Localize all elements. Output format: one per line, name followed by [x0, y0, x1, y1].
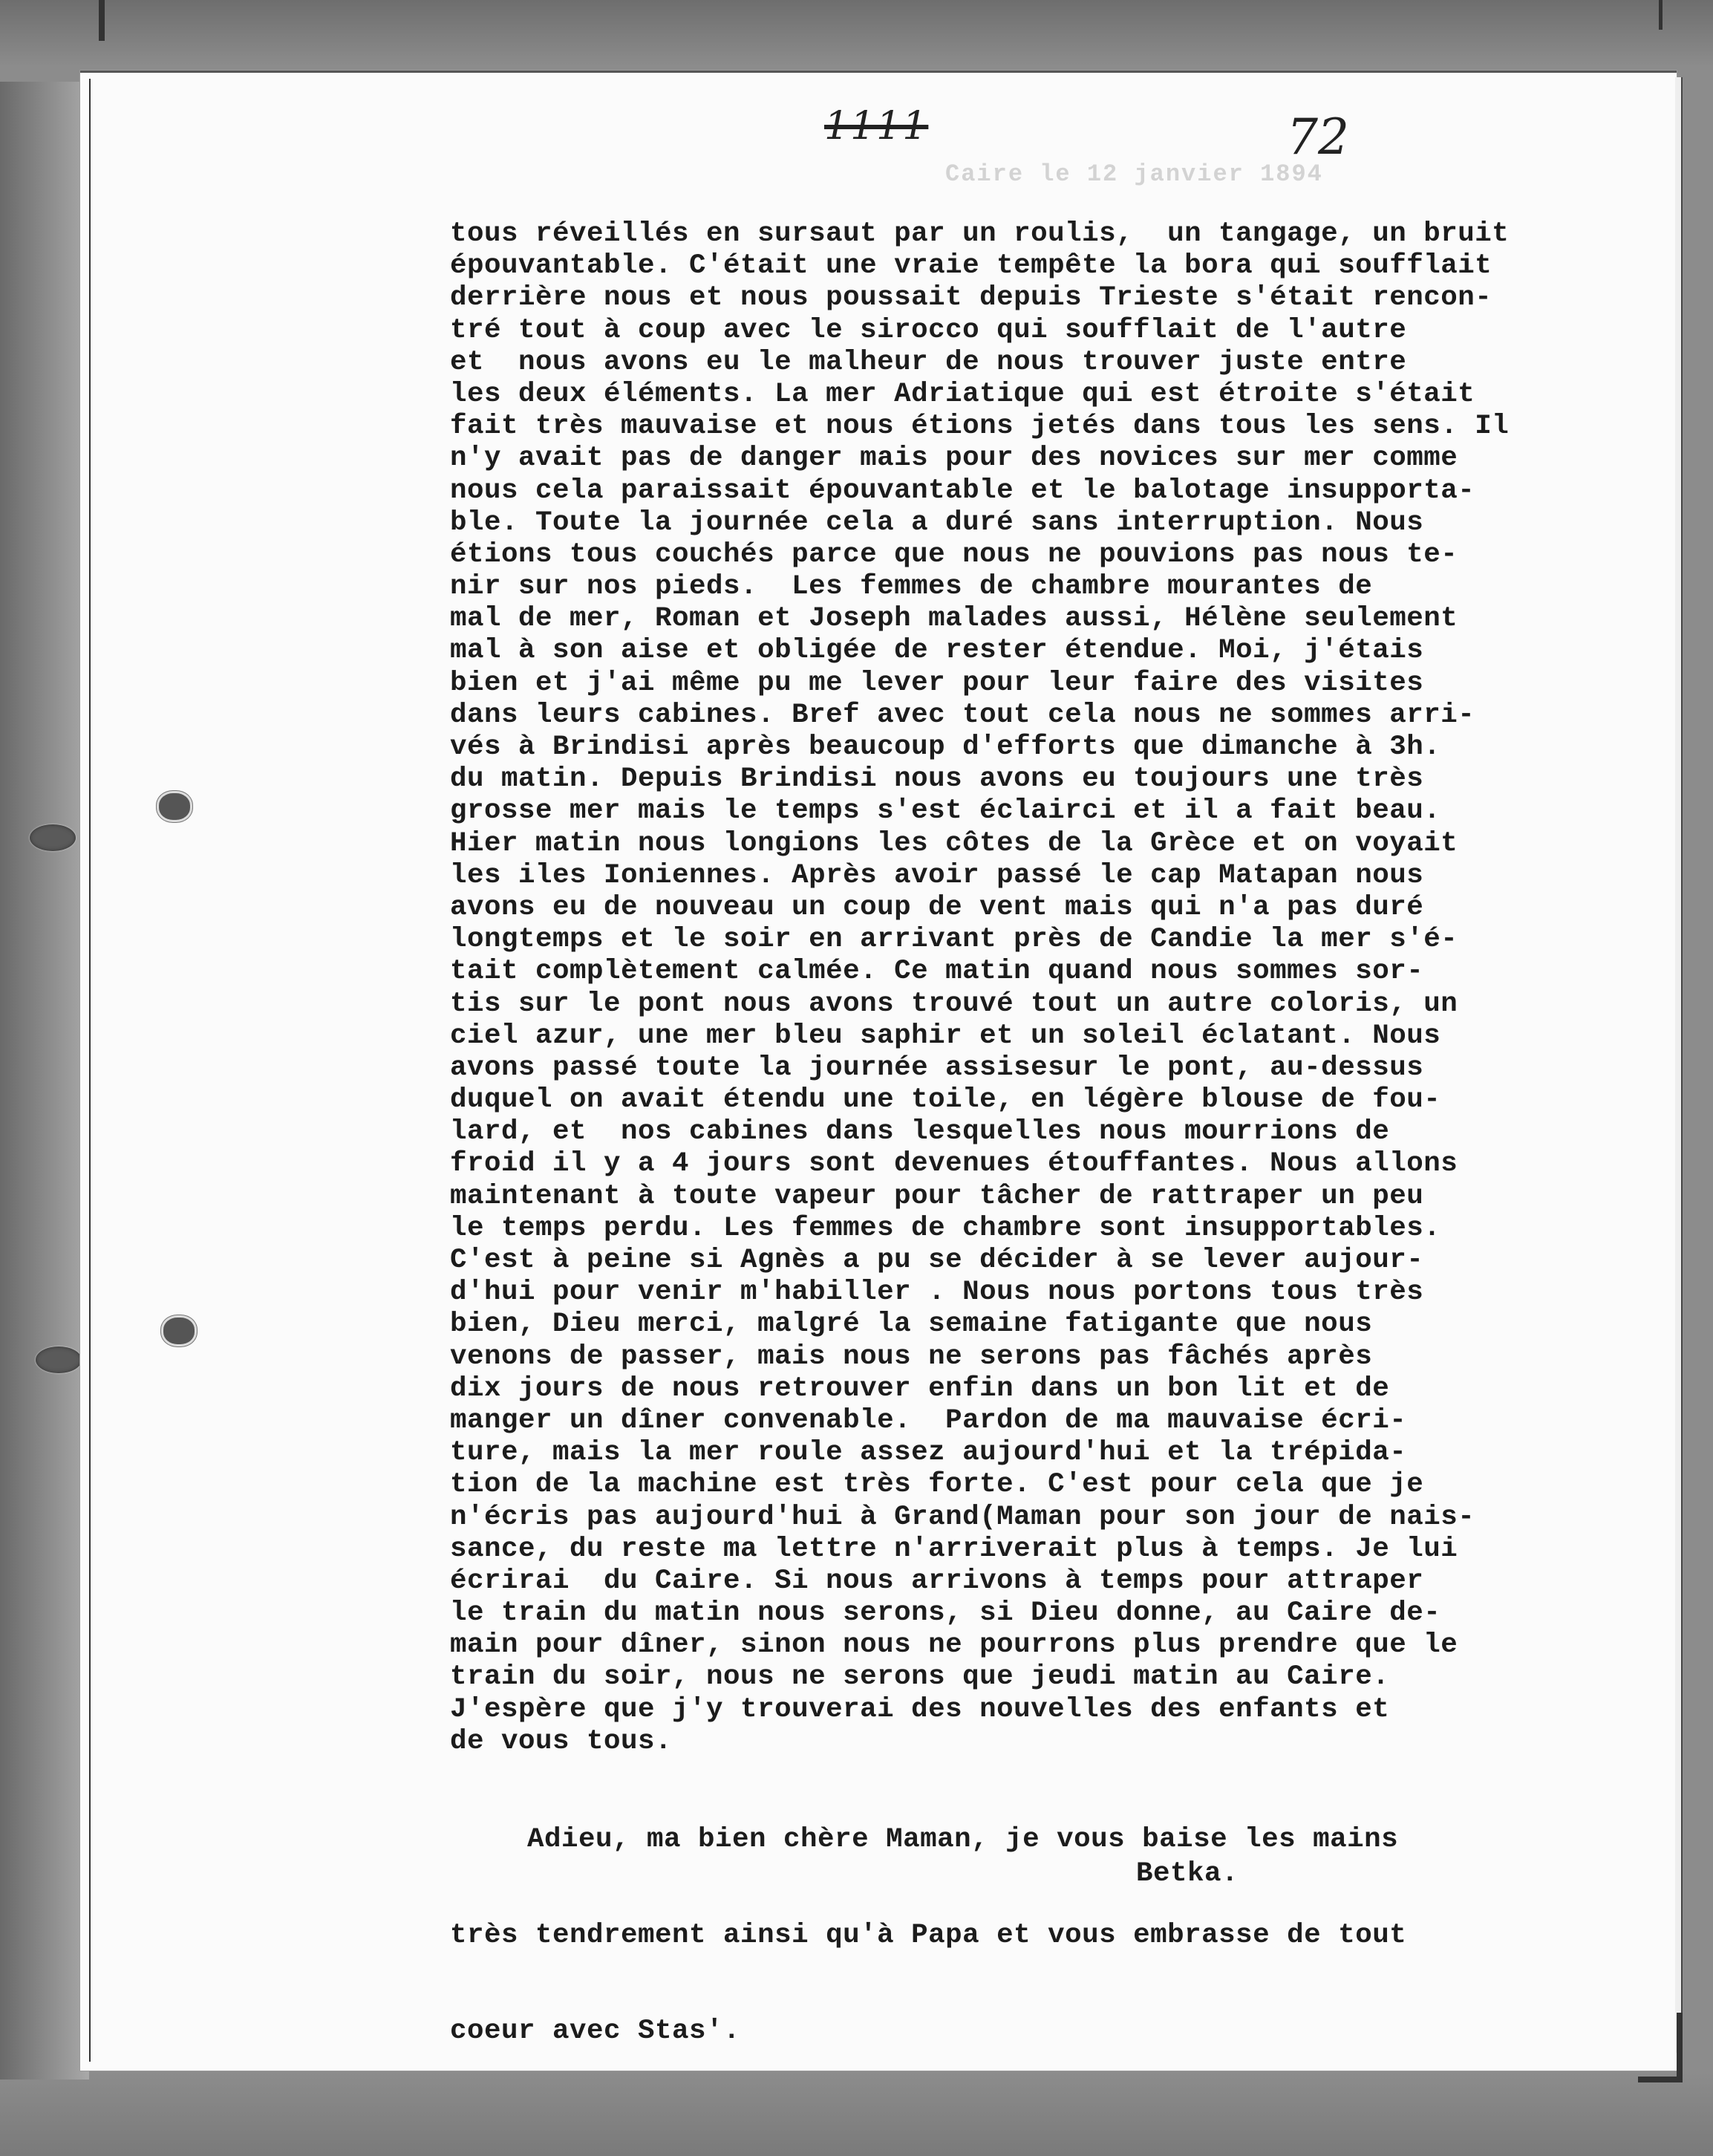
body-line: avons passé toute la journée assisesur le pont, au-dessus — [450, 1052, 1424, 1084]
body-line: Hier matin nous longions les côtes de la Grèce et on voyait — [450, 827, 1458, 859]
body-line: les deux éléments. La mer Adriatique qui est étroite s'était — [450, 378, 1475, 410]
body-line: C'est à peine si Agnès a pu se décider à se lever aujour- — [450, 1245, 1424, 1276]
binder-strip — [0, 82, 89, 2080]
body-line: ciel azur, une mer bleu saphir et un soleil éclatant. Nous — [450, 1020, 1441, 1052]
body-line: tous réveillés en sursaut par un roulis, un tangage, un bruit — [450, 218, 1510, 250]
handwritten-page-number: 72 — [1287, 108, 1349, 166]
closing-line: coeur avec Stas'. — [450, 2016, 741, 2047]
body-line: n'écris pas aujourd'hui à Grand(Maman pour son jour de nais- — [450, 1501, 1475, 1533]
body-line: lard, et nos cabines dans lesquelles nous mourrions de — [450, 1116, 1390, 1148]
body-line: longtemps et le soir en arrivant près de Candie la mer s'é- — [450, 924, 1458, 956]
body-line: épouvantable. C'était une vraie tempête la bora qui soufflait — [450, 250, 1492, 282]
body-line: fait très mauvaise et nous étions jetés dans tous les sens. Il — [450, 411, 1510, 443]
body-line: du matin. Depuis Brindisi nous avons eu toujours une très — [450, 763, 1424, 795]
body-line: le train du matin nous serons, si Dieu donne, au Caire de- — [450, 1598, 1441, 1629]
signature: Betka. — [1136, 1858, 1239, 1889]
crop-mark-top-right — [1659, 0, 1663, 30]
body-line: manger un dîner convenable. Pardon de ma mauvaise écri- — [450, 1404, 1407, 1436]
crop-mark-bottom-right-horizontal — [1638, 2077, 1683, 2082]
body-line: tis sur le pont nous avons trouvé tout un autre coloris, un — [450, 988, 1458, 1020]
body-line: nous cela paraissait épouvantable et le balotage insupporta- — [450, 475, 1475, 507]
crop-mark-top-left — [99, 0, 105, 41]
body-line: bien et j'ai même pu me lever pour leur faire des visites — [450, 667, 1424, 699]
body-line: d'hui pour venir m'habiller . Nous nous portons tous très — [450, 1277, 1424, 1309]
body-line: vés à Brindisi après beaucoup d'efforts que dimanche à 3h. — [450, 732, 1441, 763]
body-line: ble. Toute la journée cela a duré sans interruption. Nous — [450, 507, 1424, 538]
punch-hole-upper — [159, 793, 190, 820]
body-line: J'espère que j'y trouverai des nouvelles des enfants et — [450, 1693, 1390, 1725]
page-edge-line — [89, 79, 91, 2062]
body-line: n'y avait pas de danger mais pour des novices sur mer comme — [450, 443, 1458, 475]
body-line: dans leurs cabines. Bref avec tout cela nous ne sommes arri- — [450, 699, 1475, 731]
body-line: venons de passer, mais nous ne serons pas fâchés après — [450, 1341, 1373, 1372]
punch-hole-lower — [163, 1318, 195, 1344]
body-line: le temps perdu. Les femmes de chambre sont insupportables. — [450, 1212, 1441, 1244]
binder-hole-lower — [36, 1346, 82, 1373]
letter-body — [450, 218, 1653, 1758]
body-line: tion de la machine est très forte. C'est pour cela que je — [450, 1469, 1424, 1501]
closing-line: Adieu, ma bien chère Maman, je vous baise les mains — [527, 1824, 1399, 1855]
body-line: avons eu de nouveau un coup de vent mais qui n'a pas duré — [450, 891, 1424, 923]
body-line: ture, mais la mer roule assez aujourd'hui et la trépida- — [450, 1437, 1407, 1469]
body-line: de vous tous. — [450, 1725, 673, 1757]
letter-closing — [450, 1760, 1653, 2111]
closing-line: très tendrement ainsi qu'à Papa et vous embrasse de tout — [450, 1920, 1407, 1951]
body-line: train du soir, nous ne serons que jeudi matin au Caire. — [450, 1661, 1390, 1693]
body-line: étions tous couchés parce que nous ne pouvions pas nous te- — [450, 538, 1458, 570]
body-line: dix jours de nous retrouver enfin dans un bon lit et de — [450, 1372, 1390, 1404]
binder-hole-upper — [30, 824, 76, 851]
ghost-show-through-heading: Caire le 12 janvier 1894 — [945, 160, 1323, 188]
crop-mark-bottom-right-vertical — [1677, 2013, 1683, 2081]
body-line: mal de mer, Roman et Joseph malades aussi, Hélène seulement — [450, 603, 1458, 635]
page-stack-edge — [1675, 77, 1683, 2053]
body-line: bien, Dieu merci, malgré la semaine fatigante que nous — [450, 1309, 1373, 1341]
body-line: maintenant à toute vapeur pour tâcher de rattraper un peu — [450, 1180, 1424, 1212]
body-line: duquel on avait étendu une toile, en légère blouse de fou- — [450, 1084, 1441, 1116]
body-line: grosse mer mais le temps s'est éclairci et il a fait beau. — [450, 795, 1441, 827]
body-line: sance, du reste ma lettre n'arriverait plus à temps. Je lui — [450, 1533, 1458, 1565]
body-line: main pour dîner, sinon nous ne pourrons plus prendre que le — [450, 1629, 1458, 1661]
body-line: les iles Ioniennes. Après avoir passé le cap Matapan nous — [450, 859, 1424, 891]
body-line: froid il y a 4 jours sont devenues étouffantes. Nous allons — [450, 1148, 1458, 1180]
body-line: derrière nous et nous poussait depuis Trieste s'était rencon- — [450, 282, 1492, 314]
letter-page — [80, 71, 1677, 2071]
struck-old-page-number: 1111 — [824, 104, 929, 149]
body-line: tré tout à coup avec le sirocco qui soufflait de l'autre — [450, 314, 1407, 346]
body-line: nir sur nos pieds. Les femmes de chambre mourantes de — [450, 571, 1373, 603]
body-line: mal à son aise et obligée de rester étendue. Moi, j'étais — [450, 635, 1424, 667]
body-line: écrirai du Caire. Si nous arrivons à temps pour attraper — [450, 1565, 1424, 1597]
body-line: tait complètement calmée. Ce matin quand nous sommes sor- — [450, 956, 1424, 988]
body-line: et nous avons eu le malheur de nous trouver juste entre — [450, 346, 1407, 378]
